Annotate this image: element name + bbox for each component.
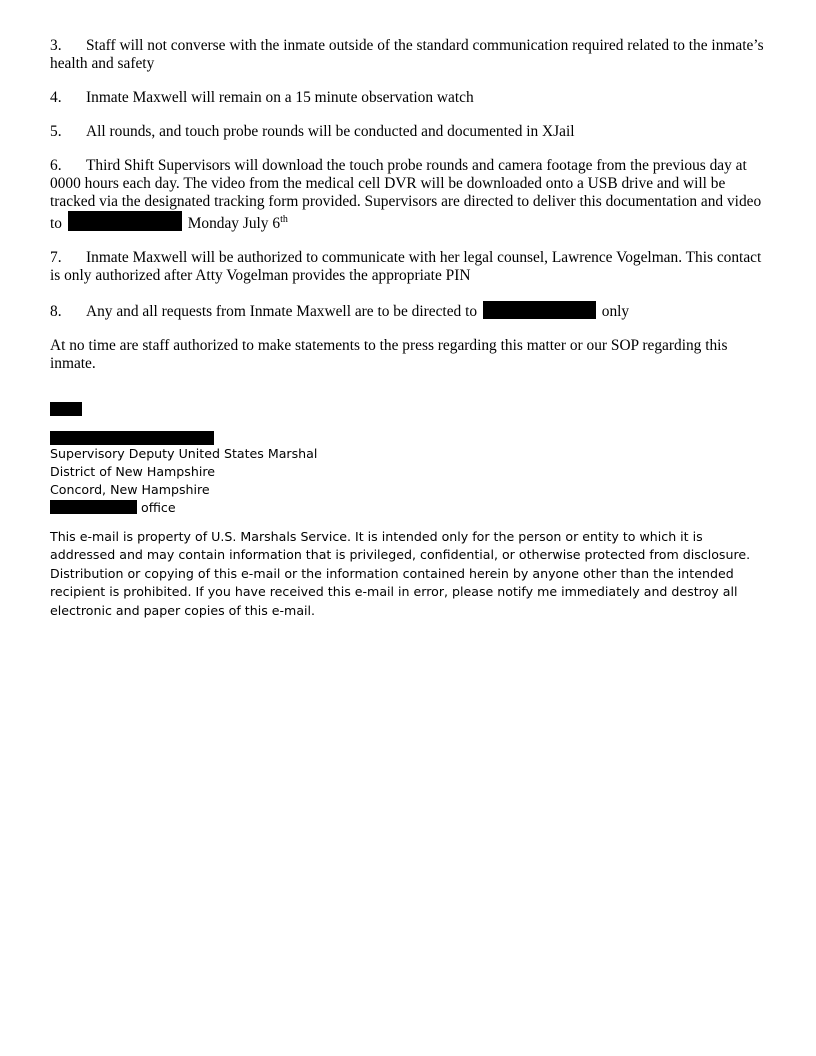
- signature-district: District of New Hampshire: [50, 464, 215, 479]
- item-number: 4.: [50, 89, 62, 106]
- item-number: 8.: [50, 303, 62, 320]
- item-text-after: Monday July 6: [187, 215, 281, 232]
- item-text: Inmate Maxwell will remain on a 15 minute observation watch: [86, 89, 474, 106]
- document-page: [50, 37, 766, 620]
- item-number: 3.: [50, 37, 62, 54]
- item-number: 6.: [50, 157, 62, 174]
- signature-office-suffix: office: [141, 500, 176, 515]
- item-text: All rounds, and touch probe rounds will be conducted and documented in XJail: [86, 123, 575, 140]
- email-disclaimer: This e-mail is property of U.S. Marshals Service. It is intended only for the person or entity to which it is addressed and may contain information that is privileged, confidential, or otherwise protected from disclosure. Distribution or copying of this e-mail or the information contained herein by anyone other than the intended recipient is prohibited. If you have received this e-mail in error, please notify me immediately and destroy all electronic and paper copies of this e-mail.: [50, 529, 751, 618]
- list-item-5: [50, 123, 766, 141]
- item-number: 5.: [50, 123, 62, 140]
- closing-paragraph: At no time are staff authorized to make statements to the press regarding this matter or our SOP regarding this inmate.: [50, 337, 728, 372]
- item-number: 7.: [50, 249, 62, 266]
- list-item-7: [50, 249, 766, 285]
- signature-office-line: [50, 499, 766, 517]
- redaction-box-office: [50, 500, 137, 514]
- item-text: Inmate Maxwell will be authorized to communicate with her legal counsel, Lawrence Vogelman. This contact is only authorized after Atty Vogelman provides the appropriate PIN: [50, 249, 762, 284]
- redaction-box: [68, 211, 182, 231]
- superscript: th: [280, 214, 288, 225]
- list-item-6: [50, 157, 766, 233]
- item-text: Any and all requests from Inmate Maxwell are to be directed to: [86, 303, 478, 320]
- signature-block: [50, 445, 766, 517]
- list-item-4: [50, 89, 766, 107]
- list-item-3: [50, 37, 766, 73]
- item-text-after: only: [601, 303, 630, 320]
- item-text: Staff will not converse with the inmate outside of the standard communication required related to the inmate’s health and safety: [50, 37, 764, 72]
- redaction-box: [483, 301, 596, 319]
- signature-title: Supervisory Deputy United States Marshal: [50, 446, 318, 461]
- signature-location: Concord, New Hampshire: [50, 482, 210, 497]
- redaction-box-initials: [50, 402, 82, 416]
- redaction-box-name: [50, 431, 214, 445]
- item-text: Third Shift Supervisors will download the touch probe rounds and camera footage from the previous day at 0000 hours each day. The video from the medical cell DVR will be downloaded onto a USB drive and will be tracked via the designated tracking form provided. Supervisors are directed to deliver this documentation and video to: [50, 157, 762, 232]
- list-item-8: [50, 301, 766, 321]
